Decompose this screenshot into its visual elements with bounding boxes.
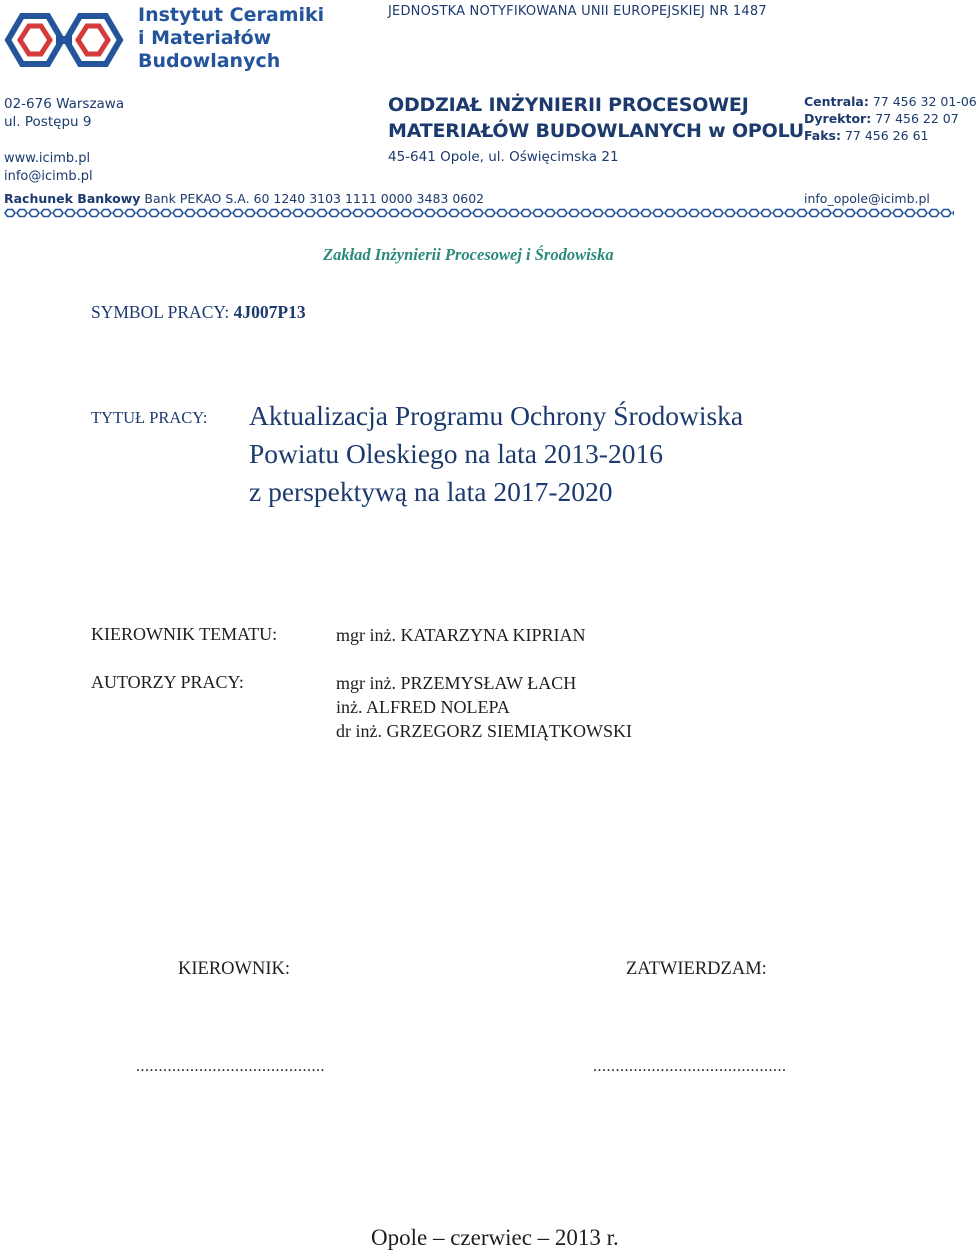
phone-central-label: Centrala: bbox=[804, 94, 869, 109]
hq-website-link[interactable]: www.icimb.pl bbox=[4, 151, 91, 166]
hq-address-street: ul. Postępu 9 bbox=[4, 114, 92, 130]
fax bbox=[804, 127, 977, 144]
authors-list bbox=[336, 671, 632, 743]
work-title-line2: Powiatu Oleskiego na lata 2013-2016 bbox=[249, 438, 663, 469]
authors-label: AUTORZY PRACY: bbox=[91, 672, 244, 692]
work-title-line1: Aktualizacja Programu Ochrony Środowiska bbox=[249, 400, 744, 431]
department-name: Zakład Inżynierii Procesowej i Środowiska bbox=[323, 245, 614, 264]
bank-account bbox=[4, 191, 484, 206]
phone-director-label: Dyrektor: bbox=[804, 111, 872, 126]
department-heading bbox=[388, 92, 804, 144]
work-symbol-value: 4J007P13 bbox=[233, 302, 306, 322]
notification-text: JEDNOSTKA NOTYFIKOWANA UNII EUROPEJSKIEJ NR 1487 bbox=[388, 4, 767, 19]
hq-email-link[interactable]: info@icimb.pl bbox=[4, 169, 93, 184]
work-title-label: TYTUŁ PRACY: bbox=[91, 408, 208, 427]
fax-value: 77 456 26 61 bbox=[841, 128, 929, 143]
work-title bbox=[249, 397, 743, 511]
institute-name bbox=[138, 4, 324, 73]
author-1: mgr inż. PRZEMYSŁAW ŁACH bbox=[336, 673, 577, 693]
phone-contacts bbox=[804, 93, 977, 144]
signature-manager-line: .......................................... bbox=[136, 1058, 325, 1075]
bank-account-value: Bank PEKAO S.A. 60 1240 3103 1111 0000 3483 0602 bbox=[140, 191, 485, 206]
decorative-chain-divider bbox=[4, 208, 954, 218]
project-manager-name: mgr inż. KATARZYNA KIPRIAN bbox=[336, 625, 586, 645]
signature-manager-label: KIEROWNIK: bbox=[178, 959, 291, 979]
phone-central bbox=[804, 93, 977, 110]
department-heading-line2: MATERIAŁÓW BUDOWLANYCH w OPOLU bbox=[388, 120, 805, 142]
department-address: 45-641 Opole, ul. Oświęcimska 21 bbox=[388, 149, 619, 165]
signature-approval-line: ........................................... bbox=[593, 1058, 787, 1075]
work-symbol bbox=[91, 302, 306, 323]
hq-contact bbox=[4, 150, 93, 186]
institute-name-line1: Instytut Ceramiki bbox=[138, 4, 325, 26]
icimb-logo bbox=[4, 6, 126, 74]
work-symbol-label: SYMBOL PRACY: bbox=[91, 302, 234, 322]
author-3: dr inż. GRZEGORZ SIEMIĄTKOWSKI bbox=[336, 721, 632, 741]
author-2: inż. ALFRED NOLEPA bbox=[336, 697, 510, 717]
institute-name-line2: i Materiałów bbox=[138, 27, 272, 49]
phone-central-value: 77 456 32 01-06 bbox=[868, 94, 977, 109]
hq-address-city: 02-676 Warszawa bbox=[4, 96, 125, 112]
signature-approval-label: ZATWIERDZAM: bbox=[626, 959, 767, 979]
work-title-line3: z perspektywą na lata 2017-2020 bbox=[249, 476, 613, 507]
phone-director bbox=[804, 110, 977, 127]
department-heading-line1: ODDZIAŁ INŻYNIERII PROCESOWEJ bbox=[388, 94, 749, 116]
project-manager-label: KIEROWNIK TEMATU: bbox=[91, 624, 278, 644]
hq-address bbox=[4, 95, 124, 131]
opole-email-link[interactable]: info_opole@icimb.pl bbox=[804, 191, 930, 206]
fax-label: Faks: bbox=[804, 128, 841, 143]
bank-account-label: Rachunek Bankowy bbox=[4, 191, 141, 206]
place-date: Opole – czerwiec – 2013 r. bbox=[371, 1225, 619, 1250]
institute-name-line3: Budowlanych bbox=[138, 50, 281, 72]
phone-director-value: 77 456 22 07 bbox=[871, 111, 959, 126]
